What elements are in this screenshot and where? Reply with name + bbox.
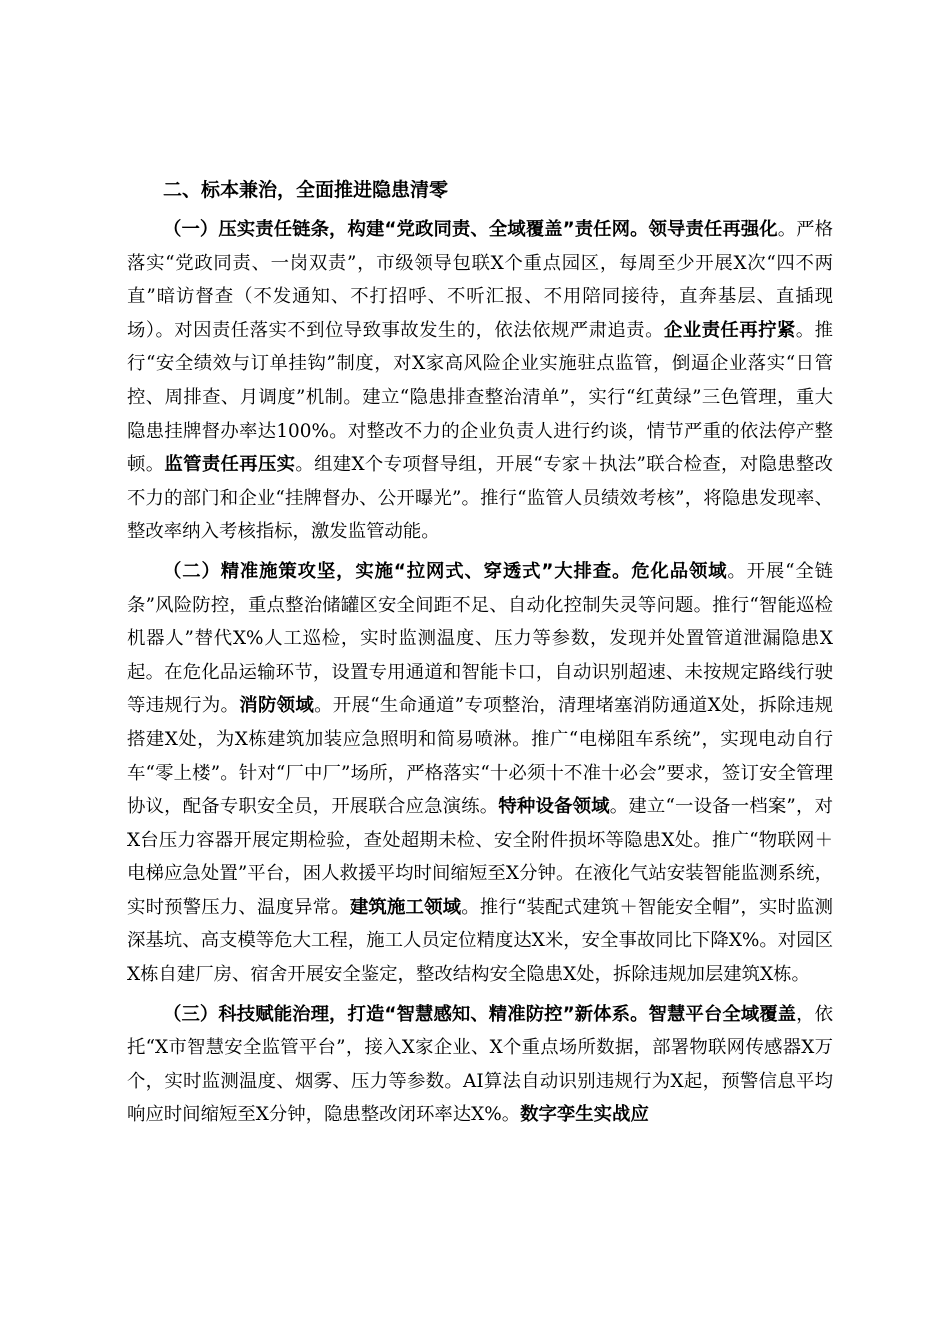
paragraph-text: 。开展“全链条”风险防控，重点整治储罐区安全间距不足、自动化控制失灵等问题。推行“智能巡检机器人”替代X%人工巡检，实时监测温度、压力等参数，发现并处置管道泄漏隐患X起。在危化品运输环节，设置专用通道和智能卡口，自动识别超速、未按规定路线行驶等违规行为。 [127, 560, 833, 717]
paragraph-text: 。推行“安全绩效与订单挂钩”制度，对X家高风险企业实施驻点监管，倒逼企业落实“日管控、周排查、月调度”机制。建立“隐患排查整治清单”，实行“红黄绿”三色管理，重大隐患挂牌督办率达100%。对整改不力的企业负责人进行约谈，情节严重的依法停产整顿。 [127, 319, 833, 476]
subheading-special-equipment: 特种设备领域 [498, 796, 610, 818]
paragraph-lead: （三）科技赋能治理，打造“智慧感知、精准防控”新体系。智慧平台全域覆盖 [163, 1003, 797, 1025]
document-page [127, 174, 833, 1132]
paragraph-text: 。建立“一设备一档案”，对X台压力容器开展定期检验，查处超期未检、安全附件损坏等隐患X处。推广“物联网＋电梯应急处置”平台，困人救援平均时间缩短至X分钟。在液化气站安装智能监测系统，实时预警压力、温度异常。 [127, 796, 833, 918]
subheading-supervision: 监管责任再压实 [164, 454, 296, 476]
section-heading: 二、标本兼治，全面推进隐患清零 [163, 179, 449, 201]
subheading-digital-twin: 数字孪生实战应 [520, 1104, 649, 1126]
subheading-enterprise: 企业责任再拧紧 [663, 319, 796, 341]
paragraph-responsibility [127, 213, 833, 549]
subheading-construction: 建筑施工领域 [349, 896, 462, 918]
paragraph-text: 。严格落实“党政同责、一岗双责”，市级领导包联X个重点园区，每周至少开展X次“四不两直”暗访督查（不发通知、不打招呼、不听汇报、不用陪同接待，直奔基层、直插现场）。对因责任落实不到位导致事故发生的，依法依规严肃追责。 [127, 219, 833, 341]
paragraph-text: 。开展“生命通道”专项整治，清理堵塞消防通道X处，拆除违规搭建X处，为X栋建筑加装应急照明和简易喷淋。推广“电梯阻车系统”，实现电动自行车“零上楼”。针对“厂中厂”场所，严格落实“十必须十不准十必会”要求，签订安全管理协议，配备专职安全员，开展联合应急演练。 [127, 695, 833, 818]
paragraph-text: 。组建X个专项督导组，开展“专家＋执法”联合检查，对隐患整改不力的部门和企业“挂牌督办、公开曝光”。推行“监管人员绩效考核”，将隐患发现率、整改率纳入考核指标，激发监管动能。 [127, 454, 833, 543]
paragraph-lead: （一）压实责任链条，构建“党政同责、全域覆盖”责任网。领导责任再强化 [163, 219, 778, 240]
paragraph-text: 。推行“装配式建筑＋智能安全帽”，实时监测深基坑、高支模等危大工程，施工人员定位精度达X米，安全事故同比下降X%。对园区X栋自建厂房、宿舍开展安全鉴定，整改结构安全隐患X处，拆除违规加层建筑X栋。 [127, 896, 833, 986]
paragraph-inspection [127, 555, 833, 992]
subheading-fire: 消防领域 [239, 695, 315, 717]
paragraph-technology [127, 998, 833, 1132]
paragraph-text: ，依托“X市智慧安全监管平台”，接入X家企业、X个重点场所数据，部署物联网传感器X万个，实时监测温度、烟雾、压力等参数。AI算法自动识别违规行为X起，预警信息平均响应时间缩短至X分钟，隐患整改闭环率达X%。 [127, 1003, 833, 1126]
paragraph-lead: （二）精准施策攻坚，实施“拉网式、穿透式”大排查。危化品领域 [163, 560, 728, 582]
